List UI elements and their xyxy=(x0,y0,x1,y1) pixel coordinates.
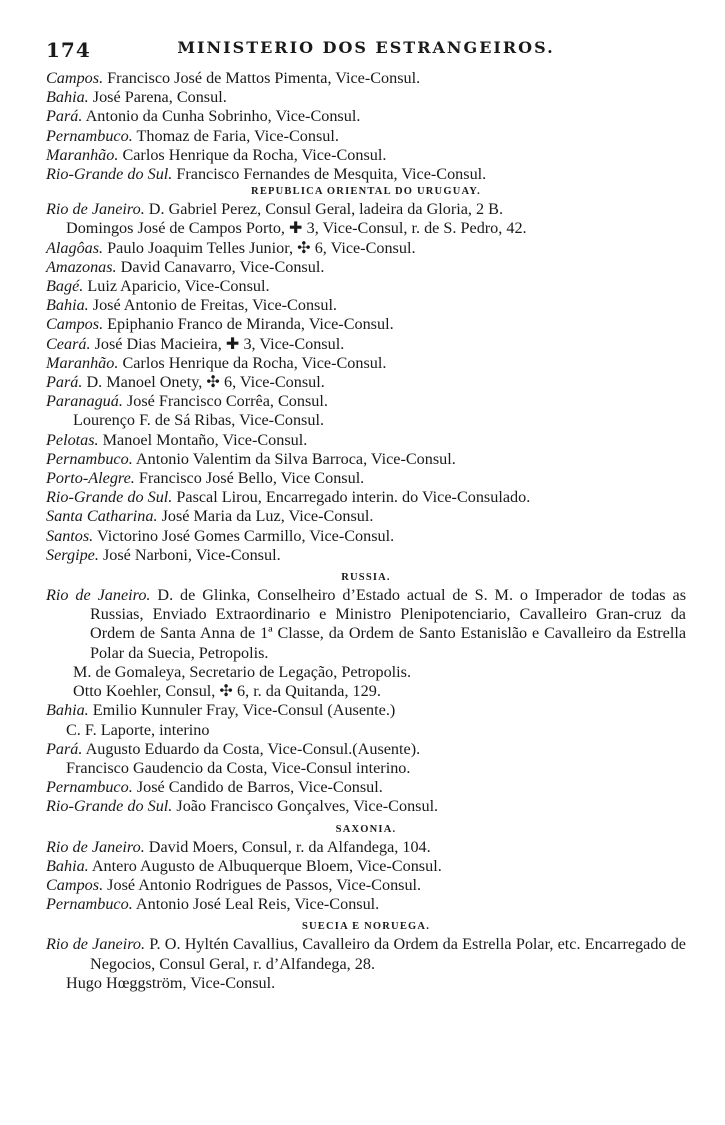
place-name: Pará. xyxy=(46,739,83,758)
entry-line xyxy=(46,277,686,296)
ordinal-class: 1ª xyxy=(260,624,273,643)
place-name: Bahia. xyxy=(46,296,89,315)
uruguay-section xyxy=(46,184,686,565)
place-name: Pernambuco. xyxy=(46,449,133,468)
entry-line xyxy=(46,450,686,469)
place-name: Rio de Janeiro. xyxy=(46,837,145,856)
place-name: Bahia. xyxy=(46,88,89,107)
place-name: Porto-Alegre. xyxy=(46,469,135,488)
entry-line xyxy=(46,107,686,126)
entry-text: David Canavarro, Vice-Consul. xyxy=(116,257,325,276)
entry-text: Carlos Henrique da Rocha, Vice-Consul. xyxy=(118,353,387,372)
entry-text: M. de Gomaleya, Secretario de Legação, Petropolis. xyxy=(73,662,412,681)
place-name: Rio-Grande do Sul. xyxy=(46,165,173,184)
entry-text: Francisco Fernandes de Mesquita, Vice-Consul. xyxy=(172,165,487,184)
entry-text: Antero Augusto de Albuquerque Bloem, Vice-Consul. xyxy=(88,856,442,875)
entry-paragraph xyxy=(46,935,686,973)
entry-line xyxy=(46,431,686,450)
entry-line xyxy=(46,507,686,526)
entry-text: Classe, da Ordem de Santo Estanislão e Cavalleiro da Estrella Polar da Suecia, Petropolis. xyxy=(90,624,686,662)
entry-line xyxy=(46,373,686,392)
entry-line xyxy=(46,469,686,488)
russia-section xyxy=(46,570,686,816)
order-rose-icon: ✣ xyxy=(206,373,220,392)
entry-text: João Francisco Gonçalves, Vice-Consul. xyxy=(172,797,439,816)
entry-text: Antonio Valentim da Silva Barroca, Vice-Consul. xyxy=(132,449,456,468)
entry-line xyxy=(46,663,686,682)
place-name: Campos. xyxy=(46,315,104,334)
place-name: Pernambuco. xyxy=(46,778,133,797)
place-name: Campos. xyxy=(46,69,104,87)
running-title: MINISTERIO DOS ESTRANGEIROS. xyxy=(177,38,555,57)
entry-line xyxy=(46,219,686,238)
place-name: Amazonas. xyxy=(46,257,117,276)
entry-text: Antonio da Cunha Sobrinho, Vice-Consul. xyxy=(82,107,361,126)
entry-text: José Maria da Luz, Vice-Consul. xyxy=(157,507,374,526)
section-heading-suecia: SUECIA E NORUEGA. xyxy=(301,921,431,933)
page-body xyxy=(46,69,686,993)
entry-line xyxy=(46,258,686,277)
entry-text: Domingos José de Campos Porto, xyxy=(66,219,290,238)
place-name: Paranaguá. xyxy=(46,392,123,411)
place-name: Rio-Grande do Sul. xyxy=(46,797,173,816)
entry-line xyxy=(46,876,686,895)
place-name: Sergipe. xyxy=(46,545,99,564)
entry-text: 3, Vice-Consul. xyxy=(239,334,345,353)
place-name: Santos. xyxy=(46,526,94,545)
saxonia-section xyxy=(46,822,686,915)
entry-line xyxy=(46,759,686,778)
entry-line xyxy=(46,354,686,373)
entry-text: D. Manoel Onety, xyxy=(82,373,207,392)
order-rose-icon: ✣ xyxy=(297,238,311,257)
entry-line xyxy=(46,721,686,740)
entry-line xyxy=(46,701,686,720)
entry-text: Francisco Gaudencio da Costa, Vice-Consul interino. xyxy=(66,758,411,777)
entry-line xyxy=(46,146,686,165)
place-name: Alagôas. xyxy=(46,238,104,257)
order-rose-icon: ✣ xyxy=(219,682,233,701)
place-name: Bahia. xyxy=(46,701,89,720)
entry-text: David Moers, Consul, r. da Alfandega, 104. xyxy=(144,837,431,856)
entry-text: D. de Glinka, Conselheiro d’Estado actual de S. M. o Imperador de todas as Russias, Enviado Extraordinario e Ministro Plenipotenciario, Cavalleiro Gran-cruz da Ordem de Santa Anna de xyxy=(90,586,686,643)
running-header xyxy=(46,38,686,62)
entry-line xyxy=(46,315,686,334)
entry-text: 6, r. da Quitanda, 129. xyxy=(232,682,381,701)
entry-text: Hugo Hœggström, Vice-Consul. xyxy=(66,973,276,992)
entry-text: Epiphanio Franco de Miranda, Vice-Consul. xyxy=(103,315,394,334)
page-number: 174 xyxy=(46,38,91,62)
entry-line xyxy=(46,974,686,993)
entry-text: Francisco José Bello, Vice Consul. xyxy=(134,469,365,488)
entry-line xyxy=(46,857,686,876)
entry-text: José Narboni, Vice-Consul. xyxy=(98,545,281,564)
entry-text: Pascal Lirou, Encarregado interin. do Vice-Consulado. xyxy=(172,488,531,507)
entry-line xyxy=(46,88,686,107)
entry-line xyxy=(46,895,686,914)
place-name: Maranhão. xyxy=(46,145,119,164)
entry-text: José Antonio de Freitas, Vice-Consul. xyxy=(88,296,337,315)
entry-line xyxy=(46,69,686,88)
entry-text: Carlos Henrique da Rocha, Vice-Consul. xyxy=(118,145,387,164)
entry-text: D. Gabriel Perez, Consul Geral, ladeira da Gloria, 2 B. xyxy=(144,200,504,219)
place-name: Maranhão. xyxy=(46,353,119,372)
entry-text: José Parena, Consul. xyxy=(88,88,227,107)
entry-text: 6, Vice-Consul. xyxy=(219,373,325,392)
entry-text: Emilio Kunnuler Fray, Vice-Consul (Ausente.) xyxy=(88,701,396,720)
entry-line xyxy=(46,296,686,315)
entry-text: Augusto Eduardo da Costa, Vice-Consul.(Ausente). xyxy=(82,739,421,758)
place-name: Bagé. xyxy=(46,277,84,296)
place-name: Ceará. xyxy=(46,334,91,353)
entry-line xyxy=(46,740,686,759)
entry-text: José Antonio Rodrigues de Passos, Vice-Consul. xyxy=(103,875,422,894)
section-heading-uruguay: REPUBLICA ORIENTAL DO URUGUAY. xyxy=(251,186,481,198)
entry-text: Manoel Montaño, Vice-Consul. xyxy=(98,430,308,449)
place-name: Rio de Janeiro. xyxy=(46,586,151,605)
entry-line xyxy=(46,200,686,219)
entry-line xyxy=(46,165,686,184)
entry-text: Victorino José Gomes Carmillo, Vice-Consul. xyxy=(93,526,395,545)
entry-line xyxy=(46,546,686,565)
entry-text: José Candido de Barros, Vice-Consul. xyxy=(132,778,383,797)
entry-text: C. F. Laporte, interino xyxy=(66,720,210,739)
entry-line xyxy=(46,127,686,146)
place-name: Bahia. xyxy=(46,856,89,875)
entry-line xyxy=(46,335,686,354)
entry-line xyxy=(46,527,686,546)
entry-text: José Francisco Corrêa, Consul. xyxy=(122,392,328,411)
entry-line xyxy=(46,682,686,701)
entry-text: Lourenço F. de Sá Ribas, Vice-Consul. xyxy=(73,411,324,430)
entry-line xyxy=(46,838,686,857)
suecia-section xyxy=(46,919,686,993)
entry-paragraph xyxy=(46,586,686,663)
entry-text: Luiz Aparicio, Vice-Consul. xyxy=(83,277,270,296)
section-heading-russia: RUSSIA. xyxy=(341,572,391,584)
entry-text: 6, Vice-Consul. xyxy=(310,238,416,257)
entry-line xyxy=(46,392,686,411)
entry-text: 3, Vice-Consul, r. de S. Pedro, 42. xyxy=(302,219,527,238)
entry-line xyxy=(46,239,686,258)
entry-line xyxy=(46,797,686,816)
section-heading-saxonia: SAXONIA. xyxy=(335,823,397,835)
place-name: Rio de Janeiro. xyxy=(46,200,145,219)
brazil-continuation xyxy=(46,69,686,184)
entry-text: Thomaz de Faria, Vice-Consul. xyxy=(132,126,339,145)
order-cross-icon: ✚ xyxy=(225,334,240,353)
entry-text: Paulo Joaquim Telles Junior, xyxy=(103,238,298,257)
place-name: Rio-Grande do Sul. xyxy=(46,488,173,507)
place-name: Rio de Janeiro. xyxy=(46,935,146,954)
entry-text: Otto Koehler, Consul, xyxy=(73,682,220,701)
order-cross-icon: ✚ xyxy=(289,219,303,238)
entry-text: Antonio José Leal Reis, Vice-Consul. xyxy=(132,895,380,914)
place-name: Pará. xyxy=(46,373,83,392)
entry-line xyxy=(46,411,686,430)
entry-line xyxy=(46,778,686,797)
entry-text: Francisco José de Mattos Pimenta, Vice-Consul. xyxy=(103,69,421,87)
place-name: Pernambuco. xyxy=(46,126,133,145)
entry-text: José Dias Macieira, xyxy=(90,334,226,353)
place-name: Pernambuco. xyxy=(46,895,133,914)
place-name: Santa Catharina. xyxy=(46,507,158,526)
place-name: Campos. xyxy=(46,875,104,894)
entry-text: P. O. Hyltén Cavallius, Cavalleiro da Ordem da Estrella Polar, etc. Encarregado de Negocios, Consul Geral, r. d’Alfandega, 28. xyxy=(90,935,686,973)
entry-line xyxy=(46,488,686,507)
place-name: Pelotas. xyxy=(46,430,99,449)
place-name: Pará. xyxy=(46,107,83,126)
